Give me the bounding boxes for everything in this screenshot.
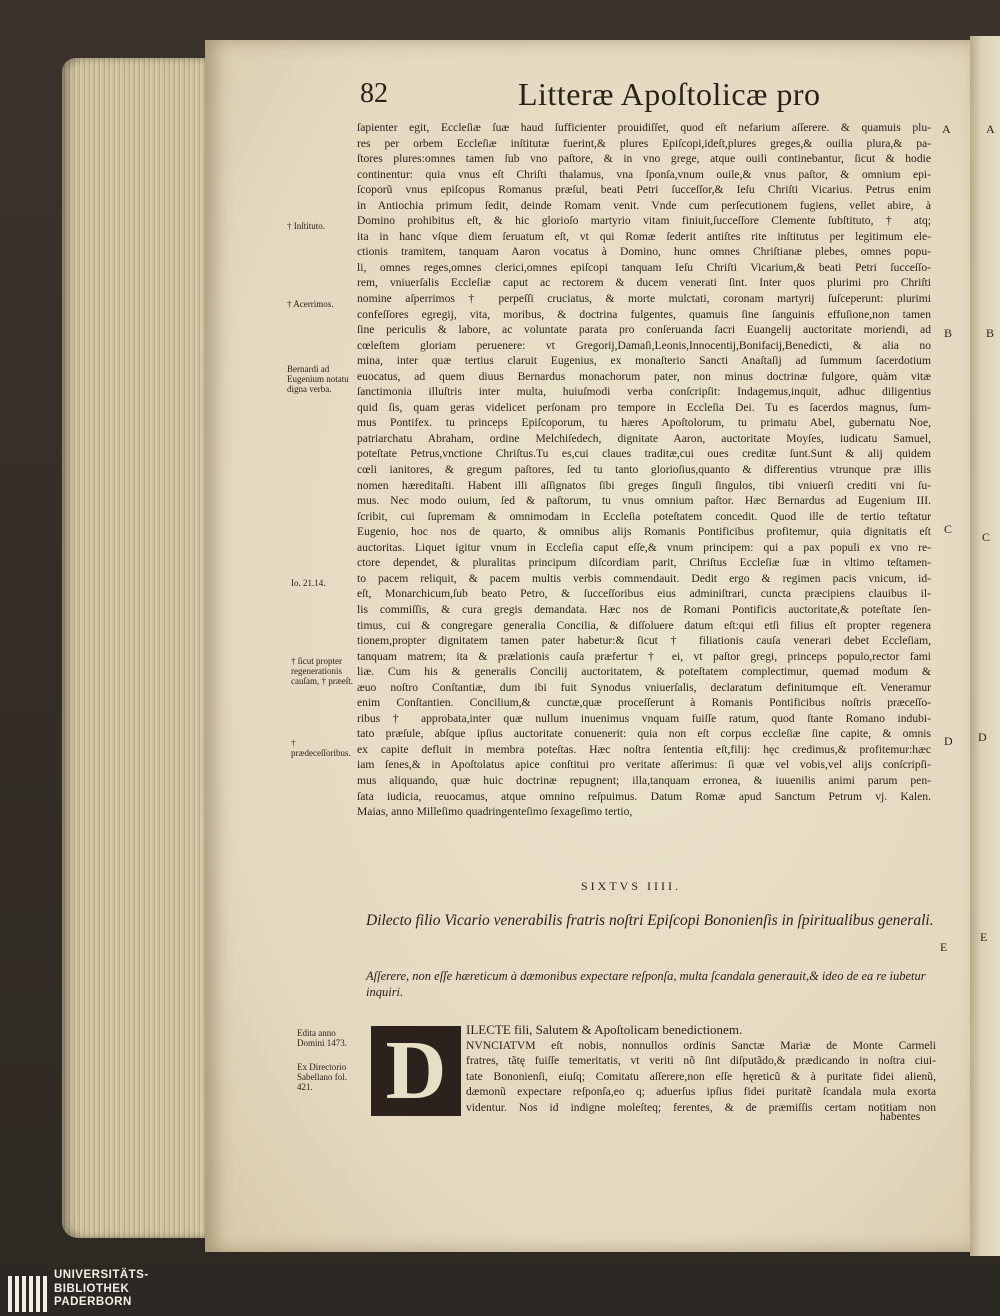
text-line: ctore dependet, & pluralitas principum diſcordiam parit, Chriſtus Eccleſiæ ſuæ in vltimo teſtamen- [357,556,931,570]
text-line: ſanctimonia illuſtris inter multa, huiuſmodi verba conſcripſit: Indagemus,inquit, adhuc diligentius [357,385,931,399]
text-line: cœleſtem gloriam peruenere: vt Gregorij,Damaſi,Leonis,Innocentij,Bonifacij,Benedicti, & alia no [357,338,931,352]
text-line: Domino prohibitus eſt, & hic glorioſo martyrio vitam finiuit,ſucceſſore Clemente ſubſtituto, † atq; [357,214,931,228]
text-line: eſt, Monarchicum,ſub beato Petro, & ſucceſſoribus eius adminiſtrari, cuncta præcipiens clauibus il- [357,587,931,601]
text-line: ex capite defluit in membra poteſtas. Hæc noſtra ſententia eſt,filij: hęc credimus,& profitemur:hæc [357,742,931,756]
catchword: habentes [880,1111,921,1123]
margin-note-directorio: Ex Directorio Sabellano fol. 421. [297,1062,347,1092]
text-line: liæ. Cum his & generalis Concilij auctoritatem, & poteſtatem complectimur, quemad modum & [357,665,931,679]
section-letter-e: E [940,940,948,954]
text-line: Maias, anno Milleſimo quadringenteſimo ſexageſimo tertio, [357,805,633,819]
page-number: 82 [360,78,388,109]
margin-note-ioan: Io. 21.14. [291,578,326,588]
margin-note-instituto: † Inſtituto. [287,221,325,231]
section-letter-d: D [944,734,953,748]
text-line: Eugenio, hoc nos de quarto, & omnibus alijs Romanis Pontificibus profitemur, quia dignitatis eſt [357,525,931,539]
initial-letter: D [385,1024,447,1117]
main-text [357,120,931,820]
text-line: in Antiochia primum ſedit, deinde Romam venit. Vnde cum perſecutionem fugiens, vellet abire, à [357,198,931,212]
logo-line-1: UNIVERSITÄTS- [54,1269,149,1281]
text-line: tato præſule, abſque ipſius auctoritate conuenerit: quia non eſt corpus eccleſiæ ſine capite, & omnis [357,727,931,741]
facing-page-edge [970,36,1000,1256]
text-line: ſtores plures:omnes tamen ſub vno paſtore, & in vno grege, atque ouili continebantur, ſicut & hodie [357,152,931,166]
letter-summary: Aſſerere, non eſſe hæreticum à dæmonibus expectare reſponſa, multa ſcandala generauit,& ideo de ea re iubetur inquiri. [366,969,926,999]
letter-line: tate Bononienſi, eiuſq; Comitatu aſſerere,non eſſe hęreticũ & à puritate fidei alienũ, [466,1069,936,1083]
letter-line: fratres, tãtę fuiſſe temeritatis, vt veriti nõ ſint diſputãdo,& prædicando in noſtra ciui- [466,1054,936,1068]
section-letter-b: B [944,326,953,340]
text-line: ita in hanc vſque diem ſeruatum eſt, vt qui Romæ ſederit antiſtes rite inſtitutus per legitimum ele- [357,229,931,243]
letter-address: Dilecto filio Vicario venerabilis fratris noſtri Epiſcopi Bononienſis in ſpiritualibus generali. [366,912,934,929]
logo-line-2: BIBLIOTHEK [54,1282,130,1295]
text-line: confeſſores egregij, vita, moribus, & doctrina fulgentes, quamuis ſine ſanguinis effuſione,non tamen [357,307,931,321]
letter-lines [466,1038,936,1115]
text-line: patriarchatu Abraham, ordine Melchiſedech, dignitate Aaron, auctoritate Moyſes, iudicatu Samuel, [357,431,931,445]
letter-line: NVNCIATVM eſt nobis, nonnullos ordinis Sanctæ Mariæ de Monte Carmeli [466,1039,936,1052]
facing-letter-c: C [982,530,991,544]
footer-bar [0,1266,1000,1316]
text-line: ſcribit, cui ſupremam & omnimodam in Eccleſia poteſtatem concedit. Quod ille de tertio teſtatur [357,509,931,523]
decorated-initial [371,1026,461,1116]
pope-heading: SIXTVS IIII. [581,879,681,893]
library-logo-text [54,1269,149,1310]
facing-letter-e: E [980,930,988,944]
text-line: ſine periculis & labore, ac voluntate parata pro conſeruanda ſacri Euangelij auctoritate moriendi, ad [357,323,931,337]
text-line: res per orbem Eccleſiæ inſtitutæ fuerint,& plures Epiſcopi,ideſt,plures greges,& ouilia plura,& pa- [357,136,931,150]
letter-line: videntur. Nos id indigne moleſteq; ferentes, & de præmiſſis certam notitiam non [466,1100,936,1114]
text-line: li, omnes reges,omnes clerici,omnes epiſcopi tanquam Ieſu Chriſti Vicarium,& beati Petri ſucceſſo- [357,260,931,274]
text-line: ſata iudicia, reuocamus, atque omnino reſpuimus. Datum Romæ apud Sanctum Petrum vj. Kalen. [357,789,931,803]
text-line: mus aliquando, quæ huic doctrinæ repugnent; illa,tanquam erronea, & iuuenilis animi parum pen- [357,773,931,787]
section-letter-c: C [944,522,953,536]
section-letter-a: A [942,122,951,136]
text-line: ſcoporũ vnus epiſcopus Romanus præſul, beati Petri ſucceſſor,& Ieſu Chriſti Vicarius. Petrus enim [357,183,931,197]
text-line: mus Pontifex. tu princeps Epiſcoporum, tu hæres Apoſtolorum, tu primatu Abel, gubernatu Noe, [357,416,931,430]
text-line: ſapienter egit, Eccleſiæ ſuæ haud ſufficienter prouidiſſet, quod eſt nefarium aſſerere. & quamuis plu- [357,121,931,134]
text-line: enim Conſtantien. Concilium,& cunctæ,quæ proceſſerunt à Romanis Pontificibus noſtris præceſſo- [357,696,931,710]
margin-note-praedecessoribus: † prædeceſſoribus. [291,738,351,758]
margin-note-bernardi: Bernardi ad Eugenium notatu digna verba. [287,364,349,394]
margin-note-edita: Edita anno Domini 1473. [297,1028,348,1048]
salutation: ILECTE fili, Salutem & Apoſtolicam benedictionem. [466,1022,743,1037]
text-line: lis commiſſis, & cura gregis demandata. Hæc nos de Romani Pontificis auctoritate,& poteſtate ſen- [357,602,931,616]
text-line: ctionis tramitem, tanquam Aaron vocatus à Domino, hunc omnes Chriſtianæ plebes, omnes popu- [357,245,931,259]
text-line: mina, inter quæ tertius claruit Eugenius, ex monaſterio Sancti Anaſtaſij ad ſummum ſacerdotium [357,354,931,368]
text-line: tanquam matrem; ita & prælationis cauſa præfertur † ei, vt paſtor gregi, princeps populo,rector fami [357,649,931,663]
text-line: tionem,propter dignitatem tamen pater habetur:& ſicut † filiationis cauſa venerari debet Eccleſiam, [357,634,931,648]
text-line: nomen hæreditaſti. Habent illi aſſignatos ſibi greges ſinguli ſingulos, tibi vniuerſi crediti vni ſu- [357,478,931,492]
text-line: auctoritas. Liquet igitur vnum in Eccleſia caput eſſe,& vnum principem: qui a pax populi ex vno re- [357,540,931,554]
facing-letter-d: D [978,730,987,744]
text-line: ribus † approbata,inter quæ nullum inuenimus vnquam fuiſſe ratum, quod ſtante Romano indubi- [357,711,931,725]
text-line: euocatus, ad quem diuus Bernardus monachorum pater, non minus doctrinæ fulgore, quàm vitæ [357,369,931,383]
text-line: continentur: quia vnus eſt Chriſti thalamus, vna ſponſa,vnum ouile,& vnus paſtor, & omnium epi- [357,167,931,181]
text-line: quid ſis, quam geras videlicet perſonam pro tempore in Eccleſia Dei. Tu es ſacerdos magnus, ſum- [357,400,931,414]
margin-note-sicut: † ſicut propter regenerationis cauſam, † præeſt. [291,656,353,686]
text-line: iam ſenes,& in Apoſtolatus apice conſtitui pro veritate aſſerimus: ſi quæ vel vobis,vel alijs conſcripſi- [357,758,931,772]
text-line: mus. Nec modo ouium, ſed & paſtorum, tu vnus omnium paſtor. Hæc Bernardus ad Eugenium III. [357,494,931,508]
facing-letter-b: B [986,326,995,340]
facing-letter-a: A [986,122,995,136]
text-line: æuo noſtro Conſtantiæ, dum ibi fuit Synodus vniuerſalis, declaratum definitumque eſt. Veneramur [357,680,931,694]
text-line: cœli ianitores, & gregum paſtores, ſed tu tanto glorioſius,quanto & differentius vtrunque præ illis [357,463,931,477]
text-line: to pacem reliquit, & pacem multis verbis commendauit. Dedit ergo & regimen pacis vnicum, id- [357,571,931,585]
letter-line: dæmonũ expectare reſponſa,eo q; aduerſus ipſius fidei puritatẽ ſcandala mula exorta [466,1085,936,1099]
margin-note-acerrimos: † Acerrimos. [287,299,334,309]
running-title: Litteræ Apoſtolicæ pro [518,76,821,112]
text-line: rem, vniuerſalis Eccleſiæ caput ac rectorem & ducem venerati ſint. Inter quos plurimi pro Chriſti [357,276,931,290]
library-logo-icon [8,1272,50,1312]
text-line: timus, cui & congregare generalia Concilia, & diſſoluere datum eſt:qui etſi filius eſt propter regenera [357,618,931,632]
running-head [360,78,920,118]
text-line: nomine aſperrimos † perpeſſi cruciatus, & morte mulctati, coronam martyrij ſuſceperunt: plurimi [357,292,931,306]
page-fore-edge [62,58,212,1238]
logo-line-3: PADERBORN [54,1296,132,1308]
text-line: poteſtate Petrus,vnctione Chriſtus.Tu es,cui claues traditæ,cui oues creditæ ſunt.Sunt & alij quidem [357,447,931,461]
